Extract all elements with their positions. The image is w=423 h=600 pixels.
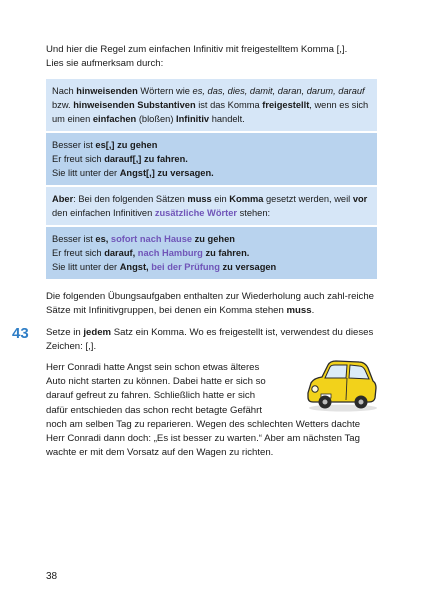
lead-bold: muss xyxy=(286,305,312,316)
example-bold: darauf[,] zu fahren. xyxy=(104,154,188,164)
rule-bold: Infinitiv xyxy=(176,114,210,124)
intro-line-1: Und hier die Regel zum einfachen Infinitiv mit freigestelltem Komma [,]. xyxy=(46,44,348,55)
rule-text: Nach xyxy=(52,86,77,96)
rule-text: gesetzt werden, weil xyxy=(263,194,353,204)
example-line xyxy=(52,166,371,180)
rule-text: (bloßen) xyxy=(136,114,177,124)
exercise-line: Herr Conradi hatte Angst sein schon etwas älteres xyxy=(46,362,260,373)
example-bold: es[,] zu gehen xyxy=(95,140,158,150)
example-bold: darauf, xyxy=(104,248,136,258)
rule-text: ein xyxy=(211,194,230,204)
car-rear-hubcap xyxy=(359,400,364,405)
example-line xyxy=(52,260,371,274)
example-text: Sie litt unter der xyxy=(52,262,120,272)
example-bold: zu fahren. xyxy=(202,248,250,258)
rule-text: , wenn es sich um einen xyxy=(52,100,369,124)
exercise-line: dafür entschieden das schon recht betagte Gefährt xyxy=(46,404,262,416)
rule-text: : Bei den folgenden Sätzen xyxy=(73,194,188,204)
rule-bold: hinweisenden xyxy=(76,86,138,96)
task-text: Setze in xyxy=(46,327,84,338)
lead-text: . xyxy=(311,305,315,316)
rule-accent: zusätzliche Wörter xyxy=(154,208,237,218)
page-number: 38 xyxy=(46,571,58,582)
example-accent: sofort nach Hause xyxy=(108,234,193,244)
rule-bold: hinweisenden Substantiven xyxy=(73,100,196,110)
rule-block-2 xyxy=(46,187,377,225)
example-line xyxy=(52,232,371,246)
rule-text: ist das Komma xyxy=(195,100,263,110)
rule-bold: muss xyxy=(187,194,212,204)
example-bold: es, xyxy=(95,234,109,244)
example-line xyxy=(52,246,371,260)
example-accent: nach Hamburg xyxy=(135,248,203,258)
examples-block-2 xyxy=(46,227,377,279)
example-text: Er freut sich xyxy=(52,154,105,164)
example-text: Besser ist xyxy=(52,234,96,244)
example-text: Besser ist xyxy=(52,140,96,150)
example-line xyxy=(52,138,371,152)
task-text: Satz ein Komma. Wo es freigestellt ist, verwendest du dieses Zeichen: [,]. xyxy=(46,327,374,352)
rule-bold: vor xyxy=(352,194,368,204)
example-accent: bei der Prüfung xyxy=(148,262,220,272)
example-bold: Angst[,] zu versagen. xyxy=(119,168,214,178)
rule-text: bzw. xyxy=(52,100,74,110)
rule-text: den einfachen Infinitiven xyxy=(52,208,155,218)
car-front-hubcap xyxy=(323,400,328,405)
intro-line-2: Lies sie aufmerksam durch: xyxy=(46,58,164,69)
task-instruction xyxy=(46,326,376,354)
rule-bold: freigestellt xyxy=(262,100,310,110)
rule-text: stehen: xyxy=(237,208,271,218)
task-number: 43 xyxy=(12,325,29,342)
exercise-intro xyxy=(46,290,376,318)
example-text: Sie litt unter der xyxy=(52,168,120,178)
example-text: Er freut sich xyxy=(52,248,105,258)
exercise-line: wachte er mit dem Vorsatz auf den Wagen zu richten. xyxy=(46,447,274,459)
rule-bold: Komma xyxy=(229,194,264,204)
exercise-line: Herr Conradi dann doch: „Es ist besser zu warten.“ Aber am nächsten Tag xyxy=(46,433,360,445)
car-headlight xyxy=(312,386,318,392)
rule-bold: Aber xyxy=(52,194,74,204)
intro-text xyxy=(46,43,376,71)
task-bold: jedem xyxy=(83,327,112,338)
rule-italic-words: es, das, dies, damit, daran, darum, darauf xyxy=(192,86,365,96)
rule-block-1 xyxy=(46,79,377,131)
rule-bold: einfachen xyxy=(92,114,137,124)
exercise-line: darauf gefreut zu fahren. Schließlich hatte er sich xyxy=(46,390,256,402)
exercise-line: Auto nicht starten zu können. Dabei hatte er sich so xyxy=(46,376,266,388)
example-bold: Angst, xyxy=(119,262,149,272)
example-bold: zu versagen xyxy=(219,262,277,272)
car-shadow xyxy=(309,405,377,412)
rule-box xyxy=(46,79,377,279)
lead-text: Die folgenden Übungsaufgaben enthalten zur Wiederholung auch zahl-reiche Sätze mit Infinitivgruppen, bei denen ein Komma stehen xyxy=(46,291,375,316)
example-line xyxy=(52,152,371,166)
exercise-line: noch am selben Tag zu reparieren. Wegen des schlechten Wetters dachte xyxy=(46,418,361,430)
examples-block-1 xyxy=(46,133,377,185)
yellow-car-icon xyxy=(303,357,379,413)
rule-text: Wörtern wie xyxy=(137,86,193,96)
rule-text: handelt. xyxy=(209,114,245,124)
example-bold: zu gehen xyxy=(192,234,235,244)
